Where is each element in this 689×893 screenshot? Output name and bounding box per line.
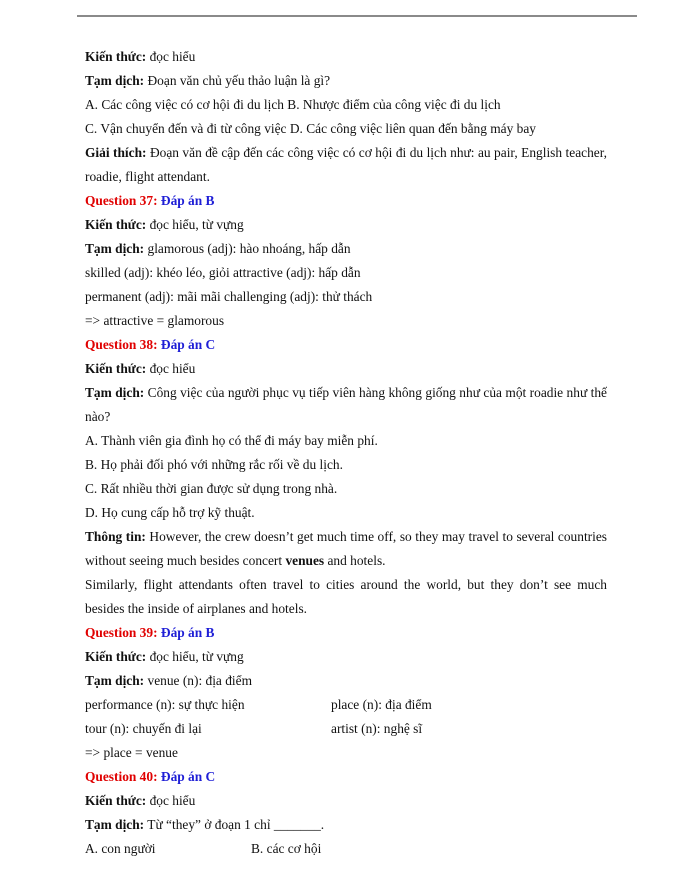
highlighted-word: venues — [285, 553, 325, 568]
question-number: Question 37: — [85, 193, 158, 208]
question-number: Question 38: — [85, 337, 158, 352]
paragraph-label: Kiến thức: — [85, 49, 147, 64]
paragraph: A. Các công việc có cơ hội đi du lịch B. Nhược điểm của công việc đi du lịch — [85, 97, 501, 112]
question-heading — [85, 333, 607, 357]
header-rule — [77, 15, 637, 17]
answer-key: Đáp án C — [157, 337, 216, 352]
paragraph-text: However, the crew doesn’t get much time off, so they may travel to several countries without seeing much besides concert — [85, 529, 607, 568]
answer-key: Đáp án C — [157, 769, 216, 784]
labeled-paragraph — [85, 381, 607, 429]
answer-key: Đáp án B — [157, 193, 215, 208]
labeled-paragraph — [85, 213, 607, 237]
paragraph: skilled (adj): khéo léo, giỏi attractive (adj): hấp dẫn — [85, 265, 361, 280]
paragraph-label: Tạm dịch: — [85, 385, 145, 400]
question-heading — [85, 765, 607, 789]
column-right: place (n): địa điểm — [331, 697, 432, 712]
two-column-line — [85, 837, 607, 861]
labeled-paragraph — [85, 237, 607, 261]
paragraph-label: Kiến thức: — [85, 217, 147, 232]
paragraph-text: glamorous (adj): hào nhoáng, hấp dẫn — [144, 241, 351, 256]
paragraph: Similarly, flight attendants often travel to cities around the world, but they don’t see much besides the inside of airplanes and hotels. — [85, 577, 607, 616]
labeled-paragraph — [85, 525, 607, 573]
paragraph-text: đọc hiểu, từ vựng — [146, 217, 244, 232]
paragraph-text: Công việc của người phục vụ tiếp viên hàng không giống như của một roadie như thế nào? — [85, 385, 607, 424]
paragraph: C. Vận chuyển đến và đi từ công việc D. Các công việc liên quan đến bằng máy bay — [85, 121, 536, 136]
paragraph: C. Rất nhiều thời gian được sử dụng trong nhà. — [85, 481, 338, 496]
answer-key: Đáp án B — [157, 625, 215, 640]
document-page — [85, 45, 607, 861]
paragraph-label: Tạm dịch: — [85, 73, 145, 88]
question-number: Question 39: — [85, 625, 158, 640]
paragraph: => attractive = glamorous — [85, 313, 225, 328]
question-heading — [85, 621, 607, 645]
paragraph-text: đọc hiểu — [146, 793, 196, 808]
question-number: Question 40: — [85, 769, 158, 784]
paragraph-text: đọc hiểu, từ vựng — [146, 649, 244, 664]
paragraph-label: Kiến thức: — [85, 649, 147, 664]
paragraph-label: Thông tin: — [85, 529, 146, 544]
column-right: artist (n): nghệ sĩ — [331, 721, 423, 736]
paragraph-text: đọc hiểu — [146, 361, 196, 376]
paragraph-text: đọc hiểu — [146, 49, 196, 64]
paragraph-label: Tạm dịch: — [85, 817, 145, 832]
labeled-paragraph — [85, 141, 607, 189]
labeled-paragraph — [85, 813, 607, 837]
paragraph-label: Giải thích: — [85, 145, 147, 160]
labeled-paragraph — [85, 45, 607, 69]
paragraph: D. Họ cung cấp hỗ trợ kỹ thuật. — [85, 505, 255, 520]
paragraph-label: Kiến thức: — [85, 793, 147, 808]
paragraph-label: Kiến thức: — [85, 361, 147, 376]
paragraph-label: Tạm dịch: — [85, 673, 145, 688]
column-right: B. các cơ hội — [251, 841, 322, 856]
labeled-paragraph — [85, 357, 607, 381]
column-left: tour (n): chuyến đi lại — [85, 721, 202, 736]
labeled-paragraph — [85, 645, 607, 669]
paragraph: permanent (adj): mãi mãi challenging (adj): thử thách — [85, 289, 373, 304]
two-column-line — [85, 717, 607, 741]
labeled-paragraph — [85, 69, 607, 93]
paragraph-text: and hotels. — [324, 553, 386, 568]
paragraph: => place = venue — [85, 745, 178, 760]
paragraph-text: Đoạn văn chủ yếu thảo luận là gì? — [144, 73, 331, 88]
two-column-line — [85, 693, 607, 717]
labeled-paragraph — [85, 789, 607, 813]
column-left: A. con người — [85, 841, 156, 856]
paragraph-text: Từ “they” ở đoạn 1 chỉ _______. — [144, 817, 325, 832]
labeled-paragraph — [85, 669, 607, 693]
paragraph: B. Họ phải đối phó với những rắc rối về du lịch. — [85, 457, 343, 472]
paragraph-text: venue (n): địa điểm — [144, 673, 252, 688]
column-left: performance (n): sự thực hiện — [85, 697, 245, 712]
paragraph: A. Thành viên gia đình họ có thể đi máy bay miễn phí. — [85, 433, 378, 448]
paragraph-text: Đoạn văn đề cập đến các công việc có cơ hội đi du lịch như: au pair, English teacher, roadie, flight attendant. — [85, 145, 607, 184]
question-heading — [85, 189, 607, 213]
paragraph-label: Tạm dịch: — [85, 241, 145, 256]
